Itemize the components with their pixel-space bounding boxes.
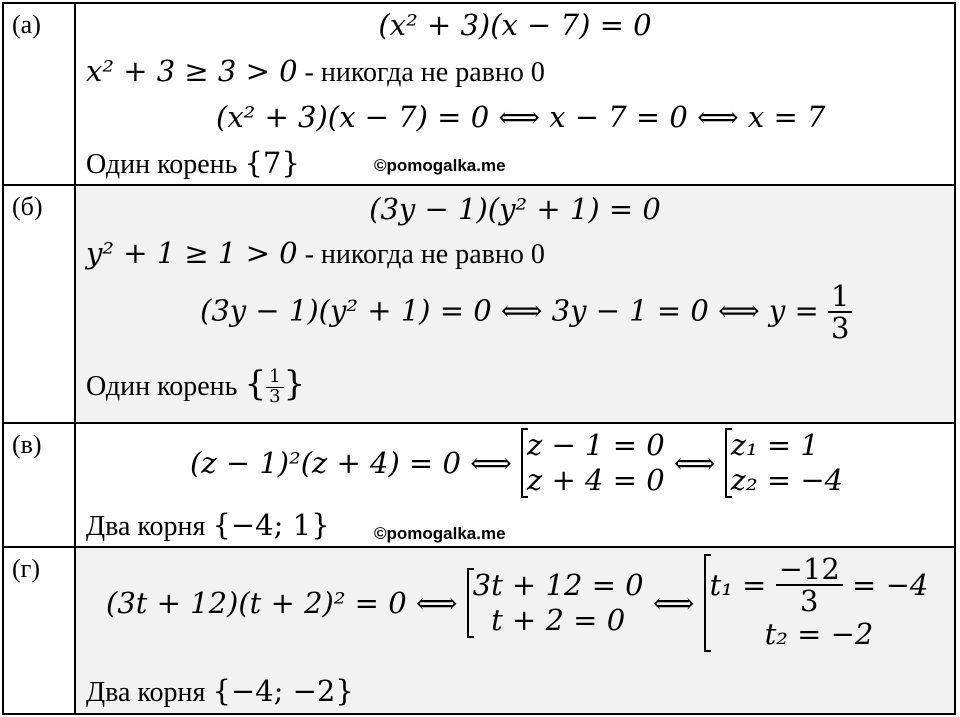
- row-b-fraction-num: 1: [828, 281, 852, 313]
- row-b-content: [76, 186, 954, 422]
- row-c-answer: [86, 508, 330, 543]
- row-a-chain: (x² + 3)(x − 7) = 0 ⟺ x − 7 = 0 ⟺ x = 7: [216, 100, 826, 134]
- row-b-answer-text: Один корень: [86, 371, 245, 402]
- row-b-answer-close: }: [283, 364, 306, 404]
- row-c: [2, 422, 956, 548]
- row-d-t1-lhs: t₁ =: [709, 568, 776, 603]
- row-c-label: (в): [4, 424, 76, 546]
- row-d-label: (г): [4, 548, 76, 713]
- row-b-fraction-den: 3: [831, 311, 850, 346]
- row-b-answer: [86, 364, 305, 406]
- row-b-answer-open: {: [244, 364, 267, 404]
- row-b-chain-left: (3y − 1)(y² + 1) = 0 ⟺ 3y − 1 = 0 ⟺ y =: [200, 293, 829, 328]
- row-a-answer-text: Один корень: [86, 149, 245, 180]
- row-a-answer: [86, 146, 300, 181]
- row-d-equation: (3t + 12)(t + 2)² = 0 ⟺: [106, 585, 467, 620]
- row-b-label: (б): [4, 186, 76, 422]
- row-c-answer-set: {−4; 1}: [212, 508, 330, 542]
- row-d-t1-fraction: [776, 554, 843, 617]
- row-c-chain: [190, 428, 843, 498]
- watermark-2: ©pomogalka.me: [374, 524, 506, 543]
- row-a-label: (a): [4, 4, 76, 184]
- row-d-system-2: [704, 554, 929, 652]
- row-c-system-1-b: z + 4 = 0: [527, 462, 665, 497]
- row-c-equation: (z − 1)²(z + 4) = 0 ⟺: [190, 445, 522, 480]
- row-c-system-2-a: z₁ = 1: [730, 428, 819, 462]
- row-d-answer-text: Два корня: [86, 677, 213, 708]
- row-d-t1-rhs: = −4: [842, 568, 929, 603]
- row-d-t1-num: −12: [776, 554, 843, 586]
- row-b-fraction: [828, 281, 852, 344]
- row-a-inequality-math: x² + 3 ≥ 3 > 0: [86, 54, 298, 88]
- row-b-inequality: [86, 236, 545, 271]
- row-c-system-1: [521, 428, 665, 498]
- row-a-answer-set: {7}: [244, 146, 300, 180]
- row-d-system-1-b: t + 2 = 0: [491, 602, 626, 637]
- watermark: ©pomogalka.me: [374, 156, 506, 175]
- row-c-content: [76, 424, 954, 546]
- row-c-system-2: [725, 428, 843, 498]
- row-a: [2, 2, 956, 186]
- row-d-t1-den: 3: [800, 584, 819, 619]
- row-b-answer-num: 1: [266, 368, 283, 388]
- row-d-system-1-a: 3t + 12 = 0: [472, 568, 644, 603]
- row-d: [2, 546, 956, 715]
- row-c-iff: ⟺: [664, 445, 725, 480]
- row-b-chain: [200, 281, 852, 344]
- row-b-answer-den: 3: [269, 385, 281, 407]
- row-b-inequality-text: - никогда не равно 0: [297, 239, 545, 270]
- row-b-equation: (3y − 1)(y² + 1) = 0: [369, 192, 661, 226]
- row-d-answer: [86, 674, 354, 709]
- row-c-answer-text: Два корня: [86, 511, 213, 542]
- row-d-content: [76, 548, 954, 713]
- row-c-system-2-b: z₂ = −4: [730, 462, 844, 497]
- row-d-answer-set: {−4; −2}: [212, 674, 354, 708]
- row-b-inequality-math: y² + 1 ≥ 1 > 0: [86, 236, 298, 270]
- row-b: [2, 184, 956, 424]
- row-d-system-2-a: [710, 554, 929, 617]
- row-a-equation: (x² + 3)(x − 7) = 0: [378, 8, 652, 42]
- row-d-iff: ⟺: [643, 585, 704, 620]
- row-c-system-1-a: z − 1 = 0: [527, 428, 665, 462]
- row-a-content: [76, 4, 954, 184]
- row-a-inequality-text: - никогда не равно 0: [297, 57, 545, 88]
- row-d-system-2-b: t₂ = −2: [764, 616, 874, 651]
- row-a-inequality: [86, 54, 545, 89]
- row-d-chain: [106, 554, 928, 652]
- row-d-system-1: [467, 568, 644, 638]
- row-b-answer-fraction: [266, 365, 283, 407]
